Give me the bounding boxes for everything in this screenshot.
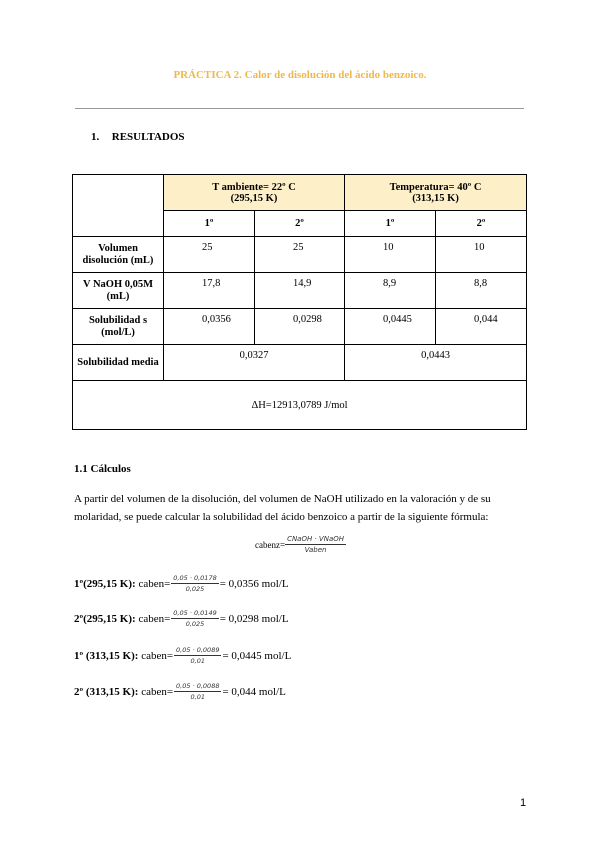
calc-label: 2º (313,15 K): bbox=[74, 685, 139, 698]
table-cell: 0,0356 bbox=[164, 309, 255, 345]
table-cell: 8,8 bbox=[436, 273, 527, 309]
row-label: Solubilidad s (mol/L) bbox=[73, 309, 164, 345]
calc-fraction: $\frac{0,05 \cdot 0,0089}{0,01}$ bbox=[176, 646, 220, 665]
formula-numerator: CNaOH · VNaOH bbox=[287, 535, 345, 543]
calc-fraction: $\frac{0,05 \cdot 0,0178}{0,025}$ bbox=[173, 574, 217, 593]
group-header-40c: Temperatura= 40º C (313,15 K) bbox=[345, 175, 527, 211]
header-divider bbox=[75, 108, 524, 109]
enthalpy-cell: ΔH=12913,0789 J/mol bbox=[73, 381, 527, 430]
calc-fraction: $\frac{0,05 \cdot 0,0088}{0,01}$ bbox=[176, 682, 220, 701]
calc-line bbox=[74, 609, 289, 628]
row-label: Solubilidad media bbox=[73, 345, 164, 381]
calc-prefix: caben= bbox=[141, 649, 174, 662]
calc-result: = 0,044 mol/L bbox=[222, 685, 286, 698]
section-number: 1. bbox=[91, 131, 100, 143]
row-label: Volumen disolución (mL) bbox=[73, 237, 164, 273]
calc-prefix: caben= bbox=[141, 685, 174, 698]
table-row bbox=[73, 309, 527, 345]
calc-line bbox=[74, 646, 291, 665]
calc-prefix: caben= bbox=[138, 577, 171, 590]
table-cell: 0,0298 bbox=[255, 309, 345, 345]
calc-result: = 0,0356 mol/L bbox=[219, 577, 289, 590]
calc-line bbox=[74, 682, 286, 701]
sub-header: 1º bbox=[164, 211, 255, 237]
formula-denominator: Vaben bbox=[304, 546, 327, 554]
section-heading bbox=[91, 131, 185, 143]
formula-lhs: cabenz= bbox=[255, 539, 286, 550]
section-title: RESULTADOS bbox=[111, 131, 185, 143]
calc-label: 1º(295,15 K): bbox=[74, 577, 136, 590]
table-cell: 0,0327 bbox=[164, 345, 345, 381]
body-paragraph: A partir del volumen de la disolución, del volumen de NaOH utilizado en la valoración y de su molaridad, se puede calcular la solubilidad del ácido benzoico a partir de la siguiente fórmula: bbox=[74, 493, 491, 523]
table-cell: 25 bbox=[164, 237, 255, 273]
page-header-title: PRÁCTICA 2. Calor de disolución del ácido benzoico. bbox=[173, 69, 427, 81]
table-cell: 10 bbox=[436, 237, 527, 273]
calc-label: 1º (313,15 K): bbox=[74, 649, 139, 662]
group-header-ambient: T ambiente= 22º C (295,15 K) bbox=[164, 175, 345, 211]
sub-header: 1º bbox=[345, 211, 436, 237]
table-row bbox=[73, 273, 527, 309]
table-corner-cell bbox=[73, 175, 164, 237]
calc-fraction: $\frac{0,05 \cdot 0,0149}{0,025}$ bbox=[173, 609, 217, 628]
table-row bbox=[73, 237, 527, 273]
table-cell: 17,8 bbox=[164, 273, 255, 309]
solubility-formula bbox=[255, 535, 346, 554]
calc-prefix: caben= bbox=[138, 612, 171, 625]
table-cell: 14,9 bbox=[255, 273, 345, 309]
table-row bbox=[73, 345, 527, 381]
row-label: V NaOH 0,05M (mL) bbox=[73, 273, 164, 309]
calc-result: = 0,0445 mol/L bbox=[222, 649, 292, 662]
table-cell: 8,9 bbox=[345, 273, 436, 309]
table-cell: 0,0445 bbox=[345, 309, 436, 345]
formula-fraction bbox=[285, 535, 346, 554]
sub-header: 2º bbox=[255, 211, 345, 237]
calc-result: = 0,0298 mol/L bbox=[219, 612, 289, 625]
calc-label: 2º(295,15 K): bbox=[74, 612, 136, 625]
table-cell: 0,044 bbox=[436, 309, 527, 345]
table-cell: 25 bbox=[255, 237, 345, 273]
table-cell: 10 bbox=[345, 237, 436, 273]
table-cell: 0,0443 bbox=[345, 345, 527, 381]
results-table bbox=[72, 174, 527, 430]
subsection-title: 1.1 Cálculos bbox=[74, 463, 131, 475]
page-number: 1 bbox=[520, 797, 527, 809]
calc-line bbox=[74, 574, 289, 593]
sub-header: 2º bbox=[436, 211, 527, 237]
